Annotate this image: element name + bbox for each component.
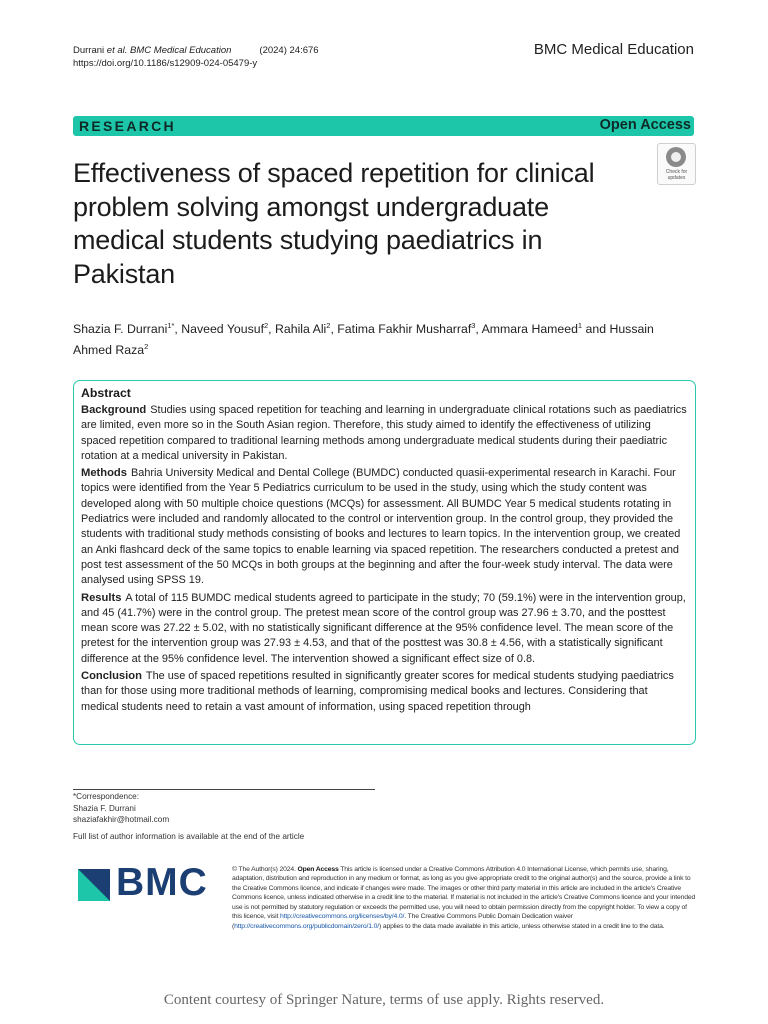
abstract-conclusion <box>81 669 688 715</box>
doi-link[interactable]: https://doi.org/10.1186/s12909-024-05479-y <box>73 58 258 69</box>
correspondence-block <box>73 791 169 826</box>
citation-authors: Durrani <box>73 45 107 56</box>
section-label: Methods <box>81 467 127 480</box>
section-label: Conclusion <box>81 670 142 683</box>
author-name[interactable]: Naveed Yousuf <box>181 322 264 337</box>
bmc-logo-text: BMC <box>116 861 208 904</box>
author-affiliation: 2 <box>264 321 269 330</box>
section-label: Results <box>81 591 122 604</box>
author-affiliation: 2 <box>144 342 149 352</box>
journal-name: BMC Medical Education <box>533 41 694 58</box>
author-affiliation: 3 <box>471 321 476 330</box>
citation-year: (2024) 24:676 <box>259 45 319 56</box>
license-body-1: This article is licensed under a Creative Commons Attribution 4.0 International License, which permits use, sharing, adaptation, distribution and reproduction in any medium or format, as long as you give appropriate credit to the original author(s) and the source, provide a link to the Creative Commons licence, and indicate if changes were made. The images or other third party material in this article are included in the article's Creative Commons licence, unless indicated otherwise in a credit line to the material. If material is not included in the article's Creative Commons licence and your intended use is not permitted by statutory regulation or exceeds the permitted use, you will need to obtain permission directly from the copyright holder. To view a copy of this licence, visit <box>232 866 696 921</box>
author-list <box>73 317 693 359</box>
author-info-note: Full list of author information is available at the end of the article <box>73 832 305 841</box>
section-text: Bahria University Medical and Dental College (BUMDC) conducted quasii-experimental research in Karachi. Four topics were identified from the Year 5 Pediatrics curriculum to be used in the study, using which the study content was developed along with 50 multiple choice questions (MCQs) for assessment. All BUMDC Year 5 medical students rotating in Pediatrics were included and randomly allocated to the control or intervention group. In the control group, they provided the students with traditional study methods consisting of books and lectures to learn topics. In the intervention group, we created an Anki flashcard deck of the same topics to enable learning via spaced repetition. The researchers conducted a pretest and post test assessment of the 50 MCQs in both groups at the beginning and after the four-week study interval. The data were analysed using SPSS 19. <box>81 467 681 587</box>
citation-line <box>73 44 319 57</box>
article-title: Effectiveness of spaced repetition for clinical problem solving amongst undergraduate medical students studying paediatrics in Pakistan <box>73 158 595 289</box>
license-link-cc0[interactable]: http://creativecommons.org/publicdomain/zero/1.0/ <box>234 922 380 930</box>
abstract-box <box>73 380 696 745</box>
author-affiliation: 1* <box>167 321 175 330</box>
bmc-logo-mark-icon <box>78 869 110 901</box>
bmc-logo <box>78 861 214 904</box>
check-for-updates-badge[interactable] <box>657 143 696 185</box>
section-text: A total of 115 BUMDC medical students agreed to participate in the study; 70 (59.1%) were in the intervention group, and 45 (41.7%) were in the control group. The pretest mean score of the control group was 27.96 ± 3.70, and the posttest mean score was 27.22 ± 5.02, with no statistically significant difference at the 95% confidence level. The mean score of the pretest for the intervention group was 27.93 ± 4.53, and that of the posttest was 30.8 ± 4.56, with a statistically significant difference at the 95% confidence level. The intervention showed a significant effect size of 0.8. <box>81 591 686 665</box>
author-separator: , <box>330 322 338 337</box>
correspondence-divider <box>73 789 375 790</box>
footer-notice: Content courtesy of Springer Nature, terms of use apply. Rights reserved. <box>163 992 605 1008</box>
section-text: Studies using spaced repetition for teaching and learning in undergraduate clinical rotations such as paediatrics are limited, even more so in the South Asian region. Therefore, this study aimed to identify the effectiveness of utilizing spaced repetition compared to traditional learning methods among undergraduate medical students during their paediatric rotation at a medical university in Pakistan. <box>81 404 687 462</box>
correspondence-email[interactable]: shaziafakhir@hotmail.com <box>73 815 170 825</box>
license-link-cc-by[interactable]: http://creativecommons.org/licenses/by/4.0/ <box>280 913 405 921</box>
author-separator: , <box>268 322 276 337</box>
author-name[interactable]: Ammara Hameed <box>481 322 578 337</box>
correspondence-label: *Correspondence: <box>73 792 139 801</box>
author-separator: , <box>174 322 182 337</box>
article-type-band <box>73 116 694 136</box>
author-separator: and <box>582 322 610 337</box>
author-affiliation: 1 <box>577 321 583 330</box>
abstract-background <box>81 403 688 464</box>
author-name[interactable]: Fatima Fakhir Musharraf <box>337 322 472 337</box>
license-text <box>232 865 696 931</box>
article-type-label: RESEARCH <box>79 118 176 134</box>
check-updates-text <box>658 169 695 181</box>
check-updates-line2: updates <box>667 175 686 181</box>
author-name[interactable]: Hussain Ahmed Raza <box>73 322 654 358</box>
license-copyright: © The Author(s) 2024. <box>232 866 298 873</box>
check-updates-line1: Check for <box>665 169 688 175</box>
license-body-2: . The Creative Commons Public Domain Dedication waiver ( <box>232 913 573 930</box>
section-text: The use of spaced repetitions resulted in significantly greater scores for medical students studying paediatrics than for those using more traditional methods of learning, compromising medical books and lectures. Considering that medical students need to retain a vast amount of information, using spaced repetition through <box>81 670 674 713</box>
abstract-methods <box>81 466 688 588</box>
license-open-access: Open Access <box>297 866 339 873</box>
citation-header <box>73 44 319 70</box>
author-separator: , <box>475 322 482 337</box>
check-updates-icon <box>666 147 686 167</box>
abstract-results <box>81 591 688 667</box>
license-body-3: ) applies to the data made available in this article, unless otherwise stated in a credit line to the data. <box>379 922 665 930</box>
correspondence-name: Shazia F. Durrani <box>73 803 136 813</box>
author-name[interactable]: Rahila Ali <box>275 322 327 337</box>
abstract-heading: Abstract <box>81 386 131 400</box>
citation-journal: et al. BMC Medical Education <box>106 45 232 56</box>
open-access-label: Open Access <box>599 117 691 133</box>
author-affiliation: 2 <box>326 321 331 330</box>
author-name[interactable]: Shazia F. Durrani <box>73 322 168 337</box>
section-label: Background <box>81 404 147 416</box>
